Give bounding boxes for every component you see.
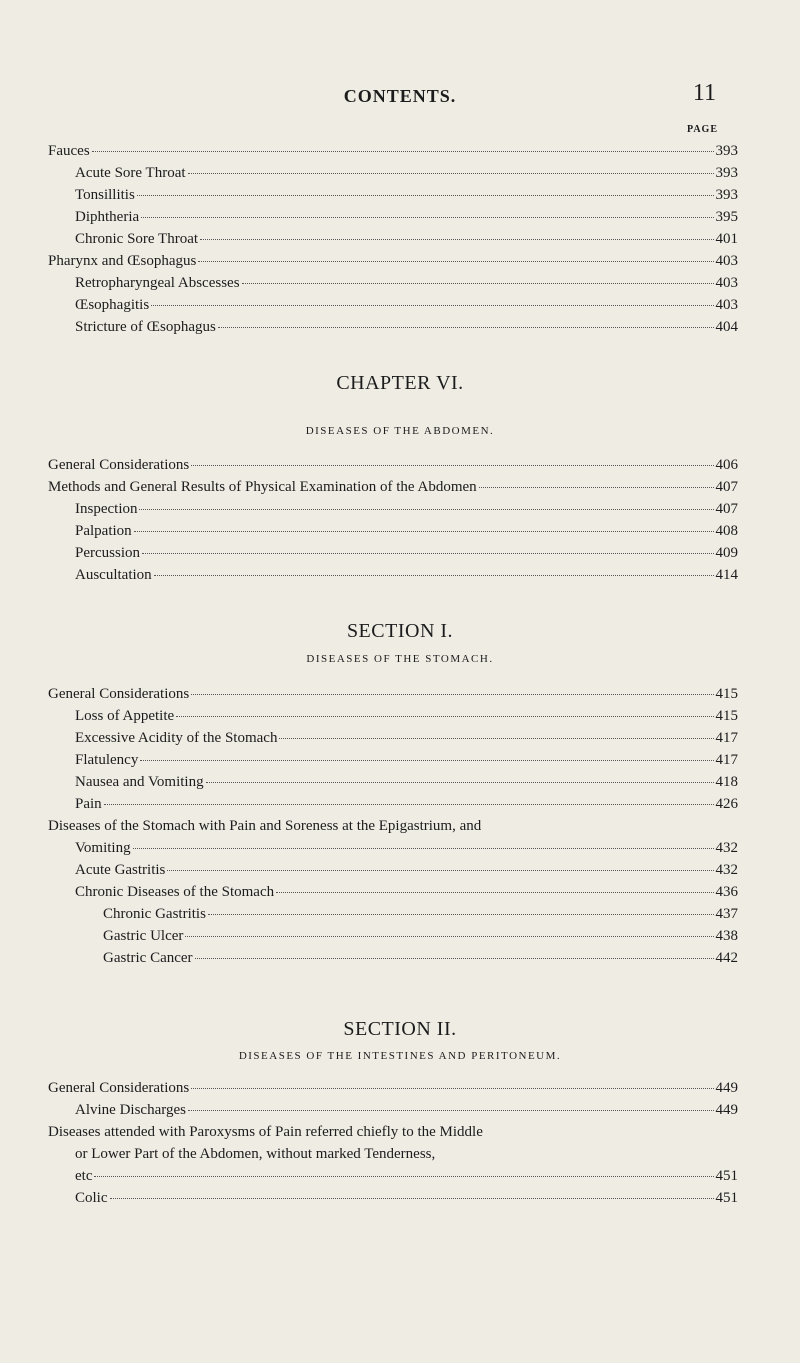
chapter-heading: CHAPTER VI. (336, 372, 464, 394)
toc-entry-title: etc (75, 1168, 93, 1184)
dot-leader (110, 1198, 714, 1199)
section-1-subheading: DISEASES OF THE STOMACH. (306, 653, 494, 665)
toc-entry-title: Pain (75, 796, 102, 812)
toc-entry-title: Inspection (75, 501, 138, 517)
toc-entry (48, 1187, 738, 1209)
dot-leader (218, 327, 714, 328)
dot-leader (191, 694, 713, 695)
toc-entry (48, 881, 738, 903)
toc-entry-page: 438 (715, 928, 738, 944)
toc-entry (48, 837, 738, 859)
toc-entry (48, 925, 738, 947)
dot-leader (154, 575, 714, 576)
toc-entry-title: Nausea and Vomiting (75, 774, 204, 790)
toc-entry-title: Acute Sore Throat (75, 165, 186, 181)
section-2-heading: SECTION II. (343, 1018, 457, 1040)
dot-leader (242, 283, 714, 284)
toc-entry (48, 1099, 738, 1121)
toc-entry-page: 403 (715, 275, 738, 291)
toc-entry-page: 393 (715, 187, 738, 203)
toc-entry (48, 140, 738, 162)
toc-entry-title: Chronic Sore Throat (75, 231, 199, 247)
toc-entry (48, 564, 738, 586)
toc-entry-title: Gastric Cancer (103, 950, 193, 966)
dot-leader (279, 738, 713, 739)
dot-leader (140, 760, 713, 761)
toc-entry-title: Gastric Ulcer (103, 928, 184, 944)
page-column-label: PAGE (686, 124, 718, 135)
toc-entry-title: Percussion (75, 545, 140, 561)
chapter-subheading: DISEASES OF THE ABDOMEN. (305, 425, 495, 437)
toc-entry-title: Chronic Gastritis (103, 906, 206, 922)
toc-entry-title: Methods and General Results of Physical Examination of the Abdomen (48, 479, 477, 495)
toc-entry-wrapped-line: Diseases of the Stomach with Pain and Soreness at the Epigastrium, and (48, 818, 482, 834)
toc-entry (48, 294, 738, 316)
running-head (0, 80, 800, 116)
toc-entry (48, 184, 738, 206)
toc-entry (48, 520, 738, 542)
toc-entry (48, 771, 738, 793)
dot-leader (94, 1176, 713, 1177)
toc-entry (48, 1165, 738, 1187)
toc-entry-page: 437 (715, 906, 738, 922)
toc-entry (48, 903, 738, 925)
dot-leader (137, 195, 714, 196)
toc-entry-page: 415 (715, 686, 738, 702)
toc-entry (48, 498, 738, 520)
toc-entry-title: Palpation (75, 523, 132, 539)
toc-entry (48, 250, 738, 272)
toc-entry-title: General Considerations (48, 457, 190, 473)
toc-entry (48, 162, 738, 184)
toc-entry (48, 705, 738, 727)
toc-entry (48, 683, 738, 705)
toc-entry-page: 442 (715, 950, 738, 966)
dot-leader (198, 261, 713, 262)
toc-entry (48, 476, 738, 498)
dot-leader (191, 1088, 713, 1089)
toc-entry-page: 404 (715, 319, 738, 335)
toc-entry-page: 451 (715, 1190, 738, 1206)
toc-entry-title: Flatulency (75, 752, 139, 768)
toc-entry-title: Tonsillitis (75, 187, 135, 203)
toc-entry-title: Auscultation (75, 567, 152, 583)
dot-leader (104, 804, 714, 805)
toc-entry-page: 418 (715, 774, 738, 790)
toc-entry-title: Fauces (48, 143, 90, 159)
toc-entry-page: 426 (715, 796, 738, 812)
toc-entry-page: 415 (715, 708, 738, 724)
toc-entry (48, 793, 738, 815)
toc-entry (48, 454, 738, 476)
dot-leader (191, 465, 713, 466)
toc-entry-page: 417 (715, 730, 738, 746)
toc-entry-title: Acute Gastritis (75, 862, 166, 878)
toc-entry-title: Pharynx and Œsophagus (48, 253, 197, 269)
toc-entry-page: 395 (715, 209, 738, 225)
toc-entry (48, 228, 738, 250)
toc-entry-title: Loss of Appetite (75, 708, 175, 724)
dot-leader (195, 958, 714, 959)
dot-leader (188, 1110, 714, 1111)
toc-entry-title: Alvine Discharges (75, 1102, 186, 1118)
dot-leader (167, 870, 713, 871)
toc-entry-title: Colic (75, 1190, 108, 1206)
toc-entry (48, 206, 738, 228)
toc-entry-page: 436 (715, 884, 738, 900)
toc-entry-title: General Considerations (48, 686, 190, 702)
toc-entry-wrapped-line: Diseases attended with Paroxysms of Pain referred chiefly to the Middle (48, 1124, 483, 1140)
toc-entry (48, 749, 738, 771)
dot-leader (176, 716, 713, 717)
toc-entry-title: Retropharyngeal Abscesses (75, 275, 240, 291)
toc-entry-page: 393 (715, 165, 738, 181)
toc-entry (48, 947, 738, 969)
dot-leader (185, 936, 713, 937)
running-title: CONTENTS. (343, 86, 457, 106)
toc-entry (48, 542, 738, 564)
dot-leader (139, 509, 713, 510)
toc-block-throat (48, 140, 738, 338)
toc-entry-page: 403 (715, 253, 738, 269)
toc-entry-page: 407 (715, 479, 738, 495)
toc-entry-page: 451 (715, 1168, 738, 1184)
dot-leader (134, 531, 714, 532)
toc-entry (48, 316, 738, 338)
dot-leader (200, 239, 713, 240)
toc-entry-title: Stricture of Œsophagus (75, 319, 216, 335)
toc-entry (48, 1077, 738, 1099)
dot-leader (92, 151, 714, 152)
dot-leader (151, 305, 713, 306)
dot-leader (206, 782, 714, 783)
section-1-heading: SECTION I. (346, 620, 454, 642)
toc-entry-title: Vomiting (75, 840, 131, 856)
toc-block-abdomen (48, 454, 738, 586)
toc-entry-title: Diphtheria (75, 209, 140, 225)
toc-entry-page: 401 (715, 231, 738, 247)
toc-block-stomach (48, 683, 738, 969)
toc-entry-page: 414 (715, 567, 738, 583)
toc-entry (48, 727, 738, 749)
toc-entry-title: Œsophagitis (75, 297, 150, 313)
toc-entry-page: 417 (715, 752, 738, 768)
dot-leader (208, 914, 714, 915)
toc-entry-title: Chronic Diseases of the Stomach (75, 884, 275, 900)
toc-entry-page: 432 (715, 862, 738, 878)
toc-entry-title: General Considerations (48, 1080, 190, 1096)
toc-entry (48, 272, 738, 294)
toc-entry (48, 859, 738, 881)
toc-entry-page: 406 (715, 457, 738, 473)
toc-entry-page: 449 (715, 1080, 738, 1096)
toc-entry-page: 409 (715, 545, 738, 561)
dot-leader (142, 553, 714, 554)
dot-leader (479, 487, 714, 488)
dot-leader (141, 217, 713, 218)
toc-entry-wrapped-line: or Lower Part of the Abdomen, without marked Tenderness, (75, 1146, 436, 1162)
section-2-subheading: DISEASES OF THE INTESTINES AND PERITONEUM. (238, 1050, 562, 1062)
toc-entry-page: 407 (715, 501, 738, 517)
toc-entry-page: 408 (715, 523, 738, 539)
dot-leader (133, 848, 714, 849)
toc-entry-title: Excessive Acidity of the Stomach (75, 730, 278, 746)
toc-entry-page: 393 (715, 143, 738, 159)
toc-entry-page: 403 (715, 297, 738, 313)
toc-entry-page: 432 (715, 840, 738, 856)
dot-leader (276, 892, 713, 893)
toc-block-intestines (48, 1077, 738, 1209)
page-number: 11 (692, 80, 716, 106)
dot-leader (188, 173, 714, 174)
toc-entry-page: 449 (715, 1102, 738, 1118)
